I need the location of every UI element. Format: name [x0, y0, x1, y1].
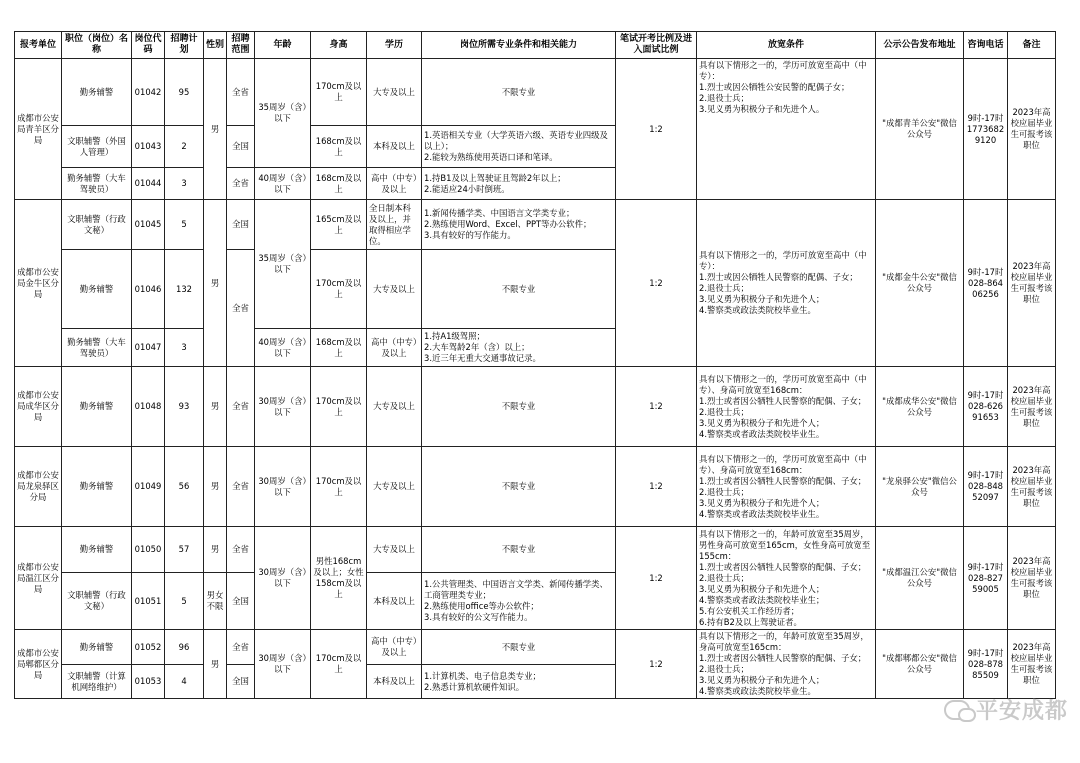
edu-cell: 大专及以上	[367, 447, 422, 527]
code-cell: 01052	[132, 630, 165, 665]
phone-cell: 9时-17时 028-87885509	[964, 630, 1008, 699]
position-cell: 勤务辅警	[62, 250, 132, 329]
req-cell: 不限专业	[422, 59, 616, 126]
scope-cell: 全省	[227, 168, 255, 200]
gender-cell: 男	[204, 527, 227, 573]
relax-cell: 具有以下情形之一的，年龄可放宽至35周岁，男性身高可放宽至165cm，女性身高可放宽至155cm： 1.烈士或者因公牺牲人民警察的配偶、子女； 2.退役士兵； 3.见义勇为积极分子和先进个人； 4.警察类或者政法类院校毕业生； 5.有公安机关工作经历者； 6.持有B2及以上驾驶证者。	[697, 527, 876, 630]
age-cell: 40周岁（含）以下	[255, 168, 311, 200]
req-cell: 1.持A1级驾照； 2.大车驾龄2年（含）以上； 3.近三年无重大交通事故记录。	[422, 329, 616, 367]
plan-cell: 132	[165, 250, 204, 329]
col-header: 岗位所需专业条件和相关能力	[422, 32, 616, 59]
gender-cell: 男	[204, 200, 227, 367]
gender-cell: 男	[204, 447, 227, 527]
req-cell: 1.计算机类、电子信息类专业； 2.熟悉计算机软硬件知识。	[422, 665, 616, 699]
plan-cell: 57	[165, 527, 204, 573]
plan-cell: 3	[165, 329, 204, 367]
table-row	[15, 630, 1056, 665]
req-cell: 不限专业	[422, 630, 616, 665]
notice-cell: "成都温江公安"微信公众号	[876, 527, 964, 630]
notice-cell: "成都郫都公安"微信公众号	[876, 630, 964, 699]
table-row	[15, 367, 1056, 447]
wechat-icon	[944, 700, 970, 720]
gender-cell: 男	[204, 630, 227, 699]
code-cell: 01043	[132, 126, 165, 168]
height-cell: 170cm及以上	[311, 447, 367, 527]
age-cell: 40周岁（含）以下	[255, 329, 311, 367]
req-cell: 不限专业	[422, 250, 616, 329]
ratio-cell: 1:2	[616, 200, 697, 367]
col-header: 学历	[367, 32, 422, 59]
gender-cell: 男	[204, 367, 227, 447]
age-cell: 35周岁（含）以下	[255, 59, 311, 168]
age-cell: 35周岁（含）以下	[255, 200, 311, 329]
ratio-cell: 1:2	[616, 527, 697, 630]
phone-cell: 9时-17时 028-62691653	[964, 367, 1008, 447]
recruitment-table	[14, 31, 1056, 699]
unit-cell: 成都市公安局成华区分局	[15, 367, 62, 447]
remark-cell: 2023年高校应届毕业生可报考该职位	[1008, 59, 1056, 200]
position-cell: 勤务辅警	[62, 59, 132, 126]
ratio-cell: 1:2	[616, 367, 697, 447]
col-header: 年龄	[255, 32, 311, 59]
plan-cell: 5	[165, 573, 204, 630]
gender-cell: 男	[204, 59, 227, 200]
notice-cell: "成都青羊公安"微信公众号	[876, 59, 964, 200]
col-header: 岗位代码	[132, 32, 165, 59]
req-cell: 1.持B1及以上驾驶证且驾龄2年以上； 2.能适应24小时倒班。	[422, 168, 616, 200]
ratio-cell: 1:2	[616, 630, 697, 699]
edu-cell: 大专及以上	[367, 250, 422, 329]
code-cell: 01045	[132, 200, 165, 250]
code-cell: 01049	[132, 447, 165, 527]
edu-cell: 高中（中专）及以上	[367, 329, 422, 367]
height-cell: 168cm及以上	[311, 168, 367, 200]
edu-cell: 本科及以上	[367, 665, 422, 699]
notice-cell: "成都成华公安"微信公众号	[876, 367, 964, 447]
table-row	[15, 200, 1056, 250]
col-header: 放宽条件	[697, 32, 876, 59]
plan-cell: 3	[165, 168, 204, 200]
height-cell: 170cm及以上	[311, 367, 367, 447]
position-cell: 勤务辅警	[62, 367, 132, 447]
remark-cell: 2023年高校应届毕业生可报考该职位	[1008, 630, 1056, 699]
edu-cell: 大专及以上	[367, 527, 422, 573]
notice-cell: "龙泉驿公安"微信公众号	[876, 447, 964, 527]
scope-cell: 全省	[227, 527, 255, 573]
scope-cell: 全国	[227, 665, 255, 699]
req-cell: 不限专业	[422, 447, 616, 527]
height-cell: 168cm及以上	[311, 126, 367, 168]
plan-cell: 4	[165, 665, 204, 699]
plan-cell: 95	[165, 59, 204, 126]
req-cell: 不限专业	[422, 367, 616, 447]
scope-cell: 全省	[227, 367, 255, 447]
position-cell: 文职辅警（行政文秘）	[62, 573, 132, 630]
table-row	[15, 447, 1056, 527]
plan-cell: 96	[165, 630, 204, 665]
code-cell: 01046	[132, 250, 165, 329]
scope-cell: 全省	[227, 59, 255, 126]
notice-cell: "成都金牛公安"微信公众号	[876, 200, 964, 367]
req-cell: 1.新闻传播学类、中国语言文学类专业； 2.熟练使用Word、Excel、PPT等办公软件； 3.具有较好的写作能力。	[422, 200, 616, 250]
col-header: 招聘计划	[165, 32, 204, 59]
scope-cell: 全国	[227, 126, 255, 168]
col-header: 职位（岗位）名称	[62, 32, 132, 59]
phone-cell: 9时-17时 17736829120	[964, 59, 1008, 200]
position-cell: 勤务辅警（大车驾驶员）	[62, 329, 132, 367]
edu-cell: 全日制本科及以上，并取得相应学位。	[367, 200, 422, 250]
position-cell: 勤务辅警	[62, 630, 132, 665]
phone-cell: 9时-17时 028-86406256	[964, 200, 1008, 367]
relax-cell: 具有以下情形之一的，学历可放宽至高中（中专）： 1.烈士或因公牺牲人民警察的配偶、子女； 2.退役士兵； 3.见义勇为积极分子和先进个人； 4.警察类或政法类院校毕业生。	[697, 200, 876, 367]
age-cell: 30周岁（含）以下	[255, 630, 311, 699]
unit-cell: 成都市公安局青羊区分局	[15, 59, 62, 200]
remark-cell: 2023年高校应届毕业生可报考该职位	[1008, 200, 1056, 367]
col-header: 报考单位	[15, 32, 62, 59]
table-row	[15, 59, 1056, 126]
code-cell: 01053	[132, 665, 165, 699]
req-cell: 1.公共管理类、中国语言文学类、新闻传播学类、工商管理类专业； 2.熟练使用office等办公软件； 3.具有较好的公文写作能力。	[422, 573, 616, 630]
height-cell: 男性168cm及以上；女性158cm及以上	[311, 527, 367, 630]
code-cell: 01047	[132, 329, 165, 367]
relax-cell: 具有以下情形之一的，学历可放宽至高中（中专）、身高可放宽至168cm： 1.烈士或者因公牺牲人民警察的配偶、子女； 2.退役士兵； 3.见义勇为积极分子和先进个人； 4.警察类或者政法类院校毕业生。	[697, 367, 876, 447]
req-cell: 不限专业	[422, 527, 616, 573]
edu-cell: 高中（中专）及以上	[367, 168, 422, 200]
scope-cell: 全省	[227, 447, 255, 527]
ratio-cell: 1:2	[616, 447, 697, 527]
plan-cell: 56	[165, 447, 204, 527]
ratio-cell: 1:2	[616, 59, 697, 200]
scope-cell: 全国	[227, 200, 255, 250]
position-cell: 勤务辅警（大车驾驶员）	[62, 168, 132, 200]
code-cell: 01048	[132, 367, 165, 447]
col-header: 备注	[1008, 32, 1056, 59]
col-header: 咨询电话	[964, 32, 1008, 59]
code-cell: 01044	[132, 168, 165, 200]
height-cell: 170cm及以上	[311, 250, 367, 329]
phone-cell: 9时-17时 028-82759005	[964, 527, 1008, 630]
code-cell: 01042	[132, 59, 165, 126]
height-cell: 168cm及以上	[311, 329, 367, 367]
height-cell: 165cm及以上	[311, 200, 367, 250]
col-header: 笔试开考比例及进入面试比例	[616, 32, 697, 59]
edu-cell: 大专及以上	[367, 59, 422, 126]
req-cell: 1.英语相关专业（大学英语六级、英语专业四级及以上）； 2.能较为熟练使用英语口译和笔译。	[422, 126, 616, 168]
age-cell: 30周岁（含）以下	[255, 447, 311, 527]
height-cell: 170cm及以上	[311, 59, 367, 126]
scope-cell: 全省	[227, 250, 255, 367]
unit-cell: 成都市公安局郫都区分局	[15, 630, 62, 699]
col-header: 身高	[311, 32, 367, 59]
plan-cell: 5	[165, 200, 204, 250]
gender-cell: 男女不限	[204, 573, 227, 630]
phone-cell: 9时-17时 028-84852097	[964, 447, 1008, 527]
plan-cell: 2	[165, 126, 204, 168]
table-row	[15, 527, 1056, 573]
position-cell: 勤务辅警	[62, 447, 132, 527]
age-cell: 30周岁（含）以下	[255, 527, 311, 630]
scope-cell: 全省	[227, 630, 255, 665]
edu-cell: 本科及以上	[367, 573, 422, 630]
code-cell: 01050	[132, 527, 165, 573]
age-cell: 30周岁（含）以下	[255, 367, 311, 447]
unit-cell: 成都市公安局龙泉驿区分局	[15, 447, 62, 527]
position-cell: 勤务辅警	[62, 527, 132, 573]
position-cell: 文职辅警（外国人管理）	[62, 126, 132, 168]
col-header: 招聘范围	[227, 32, 255, 59]
remark-cell: 2023年高校应届毕业生可报考该职位	[1008, 527, 1056, 630]
unit-cell: 成都市公安局金牛区分局	[15, 200, 62, 367]
col-header: 性别	[204, 32, 227, 59]
remark-cell: 2023年高校应届毕业生可报考该职位	[1008, 367, 1056, 447]
relax-cell: 具有以下情形之一的，学历可放宽至高中（中专）： 1.烈士或因公牺牲公安民警的配偶子女； 2.退役士兵； 3.见义勇为积极分子和先进个人。	[697, 59, 876, 200]
watermark	[944, 694, 1068, 725]
relax-cell: 具有以下情形之一的，学历可放宽至高中（中专）、身高可放宽至168cm： 1.烈士或者因公牺牲人民警察的配偶、子女； 2.退役士兵； 3.见义勇为积极分子和先进个人； 4.警察类或者政法类院校毕业生。	[697, 447, 876, 527]
header-row	[15, 32, 1056, 59]
plan-cell: 93	[165, 367, 204, 447]
scope-cell: 全国	[227, 573, 255, 630]
watermark-text: 平安成都	[975, 699, 1068, 724]
position-cell: 文职辅警（行政文秘）	[62, 200, 132, 250]
code-cell: 01051	[132, 573, 165, 630]
remark-cell: 2023年高校应届毕业生可报考该职位	[1008, 447, 1056, 527]
edu-cell: 高中（中专）及以上	[367, 630, 422, 665]
col-header: 公示公告发布地址	[876, 32, 964, 59]
edu-cell: 本科及以上	[367, 126, 422, 168]
unit-cell: 成都市公安局温江区分局	[15, 527, 62, 630]
edu-cell: 大专及以上	[367, 367, 422, 447]
height-cell: 170cm及以上	[311, 630, 367, 699]
position-cell: 文职辅警（计算机网络维护）	[62, 665, 132, 699]
relax-cell: 具有以下情形之一的，年龄可放宽至35周岁，身高可放宽至165cm： 1.烈士或者因公牺牲人民警察的配偶、子女； 2.退役士兵； 3.见义勇为积极分子和先进个人； 4.警察类或政法类院校毕业生。	[697, 630, 876, 699]
